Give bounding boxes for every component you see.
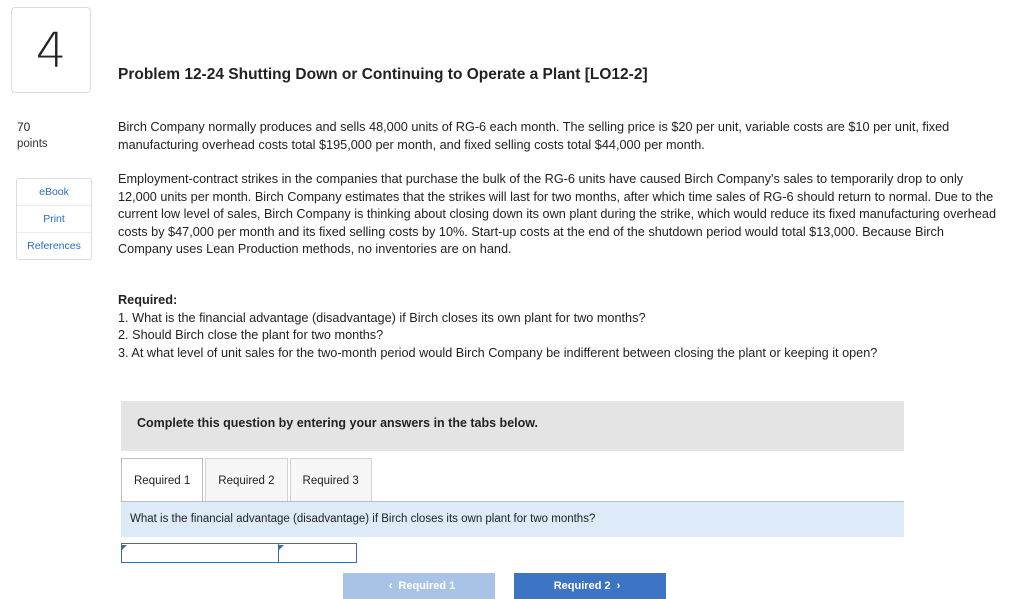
next-required-button[interactable]: [514, 573, 666, 599]
answer-label-field[interactable]: [122, 544, 279, 562]
next-button-label: Required 2: [553, 580, 611, 592]
points-value: 70: [17, 120, 31, 134]
chevron-left-icon: ‹: [388, 580, 393, 592]
required-tabs: [121, 458, 374, 502]
instructions-banner: Complete this question by entering your answers in the tabs below.: [121, 401, 904, 451]
question-number-box: [11, 7, 91, 93]
problem-paragraph-1: Birch Company normally produces and sells 48,000 units of RG-6 each month. The selling price is $20 per unit, variable costs are $10 per unit, fixed manufacturing overhead costs total $195,000 per month, and fixed selling costs total $44,000 per month.: [118, 120, 950, 152]
tab-required-1[interactable]: Required 1: [121, 458, 203, 502]
ebook-link[interactable]: eBook: [39, 186, 69, 198]
references-link[interactable]: References: [17, 232, 91, 259]
resources-panel: [16, 178, 92, 260]
problem-title: Problem 12-24 Shutting Down or Continuing to Operate a Plant [LO12-2]: [118, 66, 648, 83]
answer-row: [121, 543, 357, 563]
print-link[interactable]: Print: [17, 205, 91, 232]
tab-required-2[interactable]: Required 2: [205, 458, 287, 502]
required-section: [118, 292, 998, 362]
required-item: 2. Should Birch close the plant for two months?: [118, 328, 384, 343]
answer-amount-field[interactable]: [279, 544, 356, 562]
points-block: [17, 119, 48, 153]
problem-paragraph-2: Employment-contract strikes in the companies that purchase the bulk of the RG-6 units have caused Birch Company's sales to temporarily drop to only 12,000 units per month. Birch Company estimates that the strikes will last for two months, after which time sales of RG-6 should return to normal. Due to the current low level of sales, Birch Company is thinking about closing down its own plant during the strike, which would reduce its fixed manufacturing overhead costs by $47,000 per month and its fixed selling costs by 10%. Start-up costs at the end of the shutdown period would total $13,000. Because Birch Company uses Lean Production methods, no inventories are on hand.: [118, 172, 997, 257]
required-item: 3. At what level of unit sales for the two-month period would Birch Company be indifferent between closing the plant or keeping it open?: [118, 345, 878, 360]
prev-button-label: Required 1: [398, 580, 456, 592]
chevron-right-icon: ›: [616, 580, 621, 592]
tab-question: What is the financial advantage (disadvantage) if Birch closes its own plant for two months?: [121, 502, 904, 537]
required-heading: Required:: [118, 293, 178, 307]
prev-required-button[interactable]: [343, 573, 495, 599]
question-number: 4: [35, 23, 67, 79]
tab-required-3[interactable]: Required 3: [290, 458, 372, 502]
points-label: points: [17, 138, 48, 150]
required-item: 1. What is the financial advantage (disadvantage) if Birch closes its own plant for two months?: [118, 310, 646, 325]
